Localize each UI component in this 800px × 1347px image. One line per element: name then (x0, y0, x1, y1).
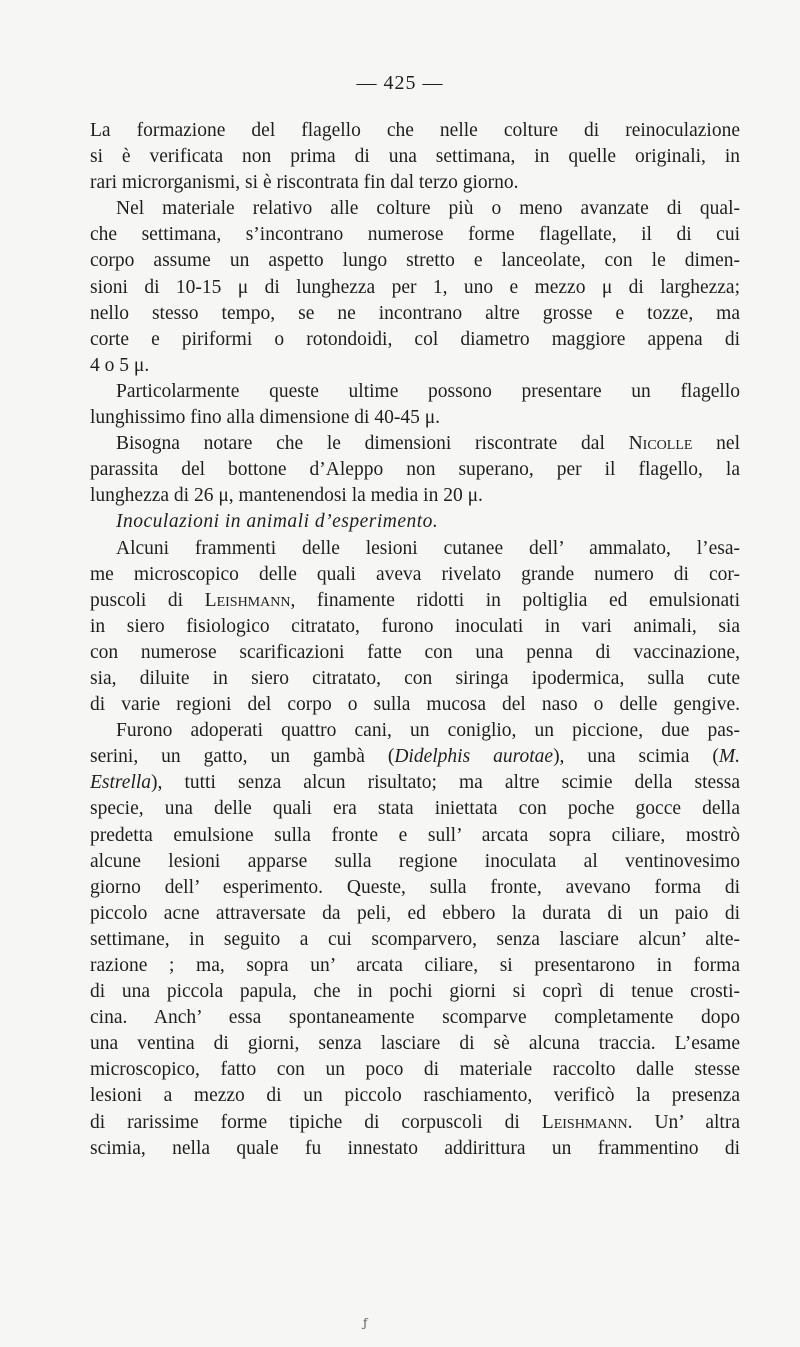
text-segment: serini, un gatto, un gambà ( (90, 746, 395, 768)
text-line: lesioni a mezzo di un piccolo raschiamento, verificò la presenza (90, 1085, 740, 1107)
text-line: sia, diluite in siero citratato, con siringa ipodermica, sulla cute (90, 667, 740, 689)
text-segment: Bisogna notare che le dimensioni riscontrate dal (116, 433, 605, 455)
text-line: rari microrganismi, si è riscontrata fin dal terzo giorno. (90, 172, 519, 194)
text-line (90, 770, 740, 796)
text-segment: . Un’ altra (627, 1111, 740, 1133)
text-line: sioni di 10-15 μ di lunghezza per 1, uno e mezzo μ di larghezza; (90, 276, 740, 298)
text-line: scimia, nella quale fu innestato addirittura un frammentino di (90, 1137, 740, 1159)
page-number: — 425 — (356, 72, 444, 94)
species-name: Didelphis aurotae (394, 746, 554, 768)
text-line: Furono adoperati quattro cani, un coniglio, un piccione, due pas- (116, 720, 740, 742)
text-line: piccolo acne attraversate da peli, ed ebbero la durata di un paio di (90, 902, 740, 924)
text-line: 4 o 5 μ. (90, 354, 150, 376)
text-segment: nel (716, 433, 740, 455)
species-name: Estrella (90, 772, 152, 794)
text-line (90, 588, 740, 614)
species-name: M. (718, 746, 740, 768)
text-line: una ventina di giorni, senza lasciare di sè alcuna traccia. L’esame (90, 1033, 740, 1055)
text-line: Nel materiale relativo alle colture più o meno avanzate di qual- (116, 198, 740, 220)
author-name: Leishmann (204, 589, 291, 611)
text-line: settimane, in seguito a cui scomparvero, senza lasciare alcun’ alte- (90, 928, 740, 950)
text-segment: , finamente ridotti in poltiglia ed emulsionati (290, 589, 740, 611)
text-line: lunghissimo fino alla dimensione di 40-45 μ. (90, 407, 441, 429)
text-line: razione ; ma, sopra un’ arcata ciliare, si presentarono in forma (90, 955, 740, 976)
print-mark: ƒ (363, 1316, 368, 1330)
text-segment: puscoli di (90, 589, 184, 611)
text-line: in siero fisiologico citratato, furono inoculati in vari animali, sia (90, 615, 740, 637)
body-text (90, 118, 740, 1162)
text-line: nello stesso tempo, se ne incontrano altre grosse e tozze, ma (90, 302, 740, 324)
section-heading: Inoculazioni in animali d’esperimento. (116, 511, 439, 533)
text-line: corte e piriformi o rotondoidi, col diametro maggiore appena di (90, 328, 740, 350)
text-line: lunghezza di 26 μ, mantenendosi la media in 20 μ. (90, 485, 483, 507)
text-line: corpo assume un aspetto lungo stretto e lanceolate, con le dimen- (90, 250, 740, 272)
text-line: alcune lesioni apparse sulla regione inoculata al ventinovesimo (90, 850, 740, 872)
text-line: Particolarmente queste ultime possono presentare un flagello (116, 380, 740, 402)
text-line: di una piccola papula, che in pochi giorni si coprì di tenue crosti- (90, 981, 740, 1003)
text-line (90, 744, 740, 770)
text-line: La formazione del flagello che nelle colture di reinoculazione (90, 120, 740, 141)
text-line: di varie regioni del corpo o sulla mucosa del naso o delle gengive. (90, 694, 740, 716)
text-line: con numerose scarificazioni fatte con una penna di vaccinazione, (90, 641, 740, 663)
text-line: si è verificata non prima di una settimana, in quelle originali, in (90, 146, 740, 168)
text-line (90, 431, 740, 457)
text-line: cina. Anch’ essa spontaneamente scomparve completamente dopo (90, 1007, 740, 1029)
text-segment: ), una scimia ( (553, 746, 719, 768)
text-line: me microscopico delle quali aveva rivelato grande numero di cor- (90, 563, 740, 585)
text-line: che settimana, s’incontrano numerose forme flagellate, il di cui (90, 224, 740, 246)
text-segment: ), tutti senza alcun risultato; ma altre scimie della stessa (151, 772, 740, 794)
author-name: Leishmann (541, 1111, 628, 1133)
text-line: microscopico, fatto con un poco di materiale raccolto dalle stesse (90, 1059, 740, 1081)
text-line: giorno dell’ esperimento. Queste, sulla fronte, avevano forma di (90, 876, 740, 898)
text-line: parassita del bottone d’Aleppo non superano, per il flagello, la (90, 459, 740, 481)
text-line (90, 1110, 740, 1136)
text-line: specie, una delle quali era stata iniettata con poche gocce della (90, 798, 740, 820)
text-segment: di rarissime forme tipiche di corpuscoli di (90, 1111, 520, 1133)
text-line: predetta emulsione sulla fronte e sull’ arcata sopra ciliare, mostrò (90, 824, 740, 846)
text-line: Alcuni frammenti delle lesioni cutanee dell’ ammalato, l’esa- (116, 537, 740, 559)
author-name: Nicolle (628, 433, 693, 455)
